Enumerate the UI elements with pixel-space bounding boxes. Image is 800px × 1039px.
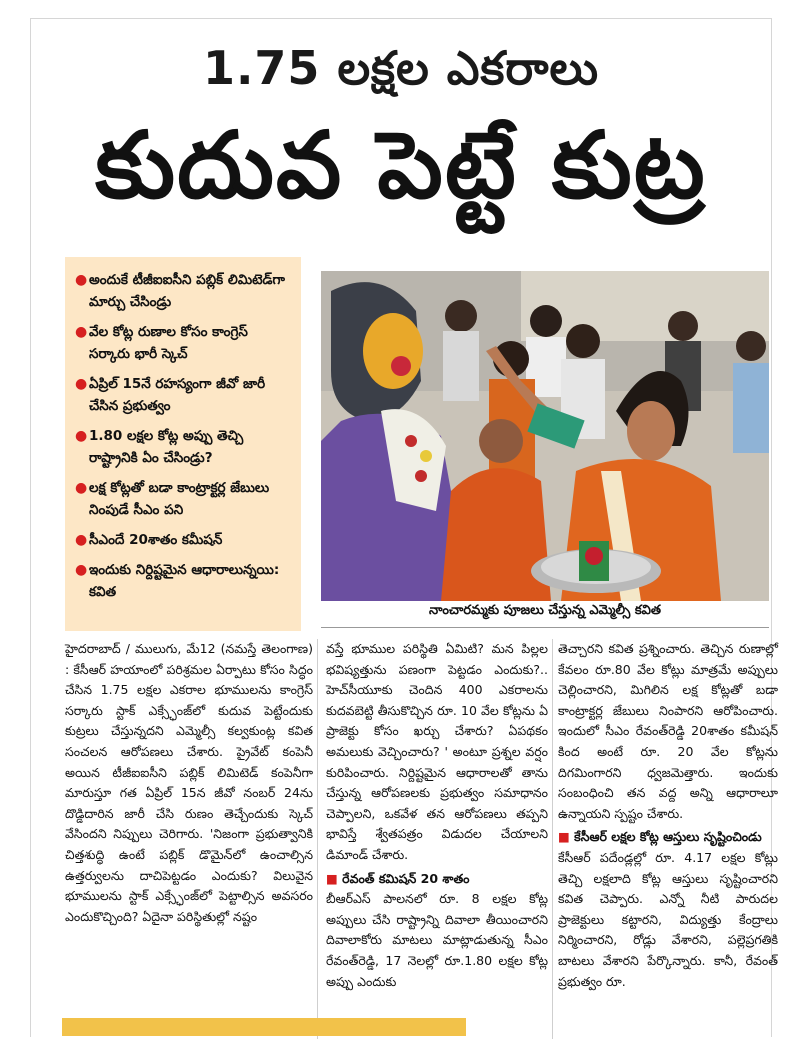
main-headline: కుదువ పెట్టే కుట్ర xyxy=(95,112,707,219)
subhead: ■ రేవంత్ కమిషన్ 20 శాతం xyxy=(326,870,470,886)
column-divider xyxy=(317,639,318,1039)
article-paragraph: హైదరాబాద్ / ములుగు, మే12 (నమస్తే తెలంగాణ) : కేసీఆర్ హయాంలో పరిశ్రమల ఏర్పాటు కోసం సిద్ధం చేసిన 1.75 లక్షల ఎకరాల భూములను కాంగ్రెస్ సర్కారు స్టాక్ ఎక్స్ఛేంజ్‌లో కుదువ పెట్టేందుకు కుట్రలు చేస్తున్నదని ఎమ్మెల్సీ కల్వకుంట్ల కవిత సంచలన ఆరోపణలు చేశారు. ప్రైవేట్ కంపెనీ అయిన టీజీఐఐసీని పబ్లిక్ లిమిటెడ్ కంపెనీగా మారుస్తూ గత ఏప్రిల్ 15న జీవో నంబర్ 24ను దొడ్డిదారిన జారీ చేసి రుణం తెచ్చేందుకు స్కెచ్ వేసిందని నిప్పులు చెరిగారు. 'నిజంగా ప్రభుత్వానికి చిత్తశుద్ధి ఉంటే పబ్లిక్ డొమైన్‌లో ఉంచాల్సిన ఉత్తర్వులను దాచిపెట్టడం ఎందుకు? విలువైన భూములను స్టాక్ ఎక్స్ఛేంజ్‌లో పెట్టాల్సిన అవసరం ఎందుకొచ్చింది? ఏదైనా పరిస్థితుల్లో నష్టం xyxy=(65,641,313,924)
square-bullet-icon: ■ xyxy=(326,870,343,886)
square-bullet-icon: ■ xyxy=(558,829,575,845)
subhead: ■ కేసీఆర్ లక్షల కోట్ల ఆస్తులు సృష్టించిండు xyxy=(558,829,762,845)
highlight-item: ● ఏప్రిల్ 15నే రహస్యంగా జీవో జారీ చేసిన ప్రభుత్వం xyxy=(75,373,293,417)
article-paragraph: తెచ్చారని కవిత ప్రశ్నించారు. తెచ్చిన రుణాల్లో కేవలం రూ.80 వేల కోట్లు మాత్రమే అప్పులు చెల్లించారని, మిగిలిన లక్ష కోట్లతో బడా కాంట్రాక్టర్ల జేబులు నింపారని ఆరోపించారు. ఇందులో సీఎం రేవంత్‌రెడ్డి 20శాతం కమీషన్ కింద అంటే రూ. 20 వేల కోట్లను దిగమింగారని ధ్వజమెత్తారు. ఇందుకు సంబంధించి తన వద్ద అన్ని ఆధారాలూ ఉన్నాయని స్పష్టం చేశారు. xyxy=(558,641,778,821)
highlights-list xyxy=(65,257,301,603)
newspaper-page xyxy=(30,18,778,1037)
news-photo xyxy=(321,271,769,601)
bullet-icon: ● xyxy=(75,562,88,578)
bullet-icon: ● xyxy=(75,376,88,392)
highlights-box xyxy=(65,257,301,631)
bullet-icon: ● xyxy=(75,324,88,340)
bullet-icon: ● xyxy=(75,480,88,496)
next-article-band xyxy=(62,1018,466,1036)
article-paragraph: కేసీఆర్ పదేండ్లల్లో రూ. 4.17 లక్షల కోట్లు తెచ్చి లక్షలాది కోట్ల ఆస్తులు సృష్టించారని కవిత చెప్పారు. ఎన్నో నీటి పారుదల ప్రాజెక్టులు కట్టారని, విద్యుత్తు కేంద్రాలు నిర్మించారని, రోడ్లు వేశారని, పల్లెప్రగతికి బాటలు వేశారని పేర్కొన్నారు. కానీ, రేవంత్ ప్రభుత్వం రూ. xyxy=(558,849,778,989)
bullet-icon: ● xyxy=(75,272,88,288)
highlight-item: ● 1.80 లక్షల కోట్ల అప్పు తెచ్చి రాష్ట్రానికి ఏం చేసిండ్రు? xyxy=(75,425,293,469)
article-column-3 xyxy=(558,639,778,992)
article-paragraph: బీఆర్‌ఎస్ పాలనలో రూ. 8 లక్షల కోట్ల అప్పులు చేసి రాష్ట్రాన్ని దివాలా తీయించారని దివాలాకోరు మాటలు మాట్లాడుతున్న సీఎం రేవంత్‌రెడ్డి, 17 నెలల్లో రూ.1.80 లక్షల కోట్ల అప్పు ఎందుకు xyxy=(326,891,548,989)
highlight-item: ● అందుకే టీజీఐఐసీని పబ్లిక్ లిమిటెడ్‌గా మార్చు చేసిండ్రు xyxy=(75,269,293,313)
highlight-item: ● సీఎందే 20శాతం కమీషన్ xyxy=(75,529,293,551)
highlight-item: ● ఇందుకు నిర్దిష్టమైన ఆధారాలున్నయి: కవిత xyxy=(75,559,293,603)
highlight-item: ● లక్ష కోట్లతో బడా కాంట్రాక్టర్ల జేబులు నింపుడే సీఎం పని xyxy=(75,477,293,521)
bullet-icon: ● xyxy=(75,428,88,444)
bullet-icon: ● xyxy=(75,532,88,548)
photo-caption: నాంచారమ్మకు పూజలు చేస్తున్న ఎమ్మెల్సీ కవిత xyxy=(321,603,769,628)
highlight-item: ● వేల కోట్ల రుణాల కోసం కాంగ్రెస్ సర్కారు భారీ స్కెచ్ xyxy=(75,321,293,365)
article-column-2 xyxy=(326,639,548,992)
column-divider xyxy=(552,639,553,1039)
article-column-1 xyxy=(65,639,313,927)
article-paragraph: వస్తే భూముల పరిస్థితి ఏమిటి? మన పిల్లల భవిష్యత్తును పణంగా పెట్టడం ఎందుకు?.. హెచ్‌సీయూకు చెందిన 400 ఎకరాలను కుదవబెట్టి తీసుకొచ్చిన రూ. 10 వేల కోట్లను ఏ ప్రాజెక్టు కోసం ఖర్చు చేశారు? ఏపథకం అమలుకు వెచ్చించారు? ' అంటూ ప్రశ్నల వర్షం కురిపించారు. నిర్దిష్టమైన ఆధారాలతో తాను చేస్తున్న ఆరోపణలకు ప్రభుత్వం సమాధానం చెప్పాలని, ఒకవేళ తన ఆరోపణలు తప్పని భావిస్తే శ్వేతపత్రం విడుదల చేయాలని డిమాండ్ చేశారు. xyxy=(326,641,548,862)
kicker-headline: 1.75 లక్షల ఎకరాలు xyxy=(202,41,600,95)
